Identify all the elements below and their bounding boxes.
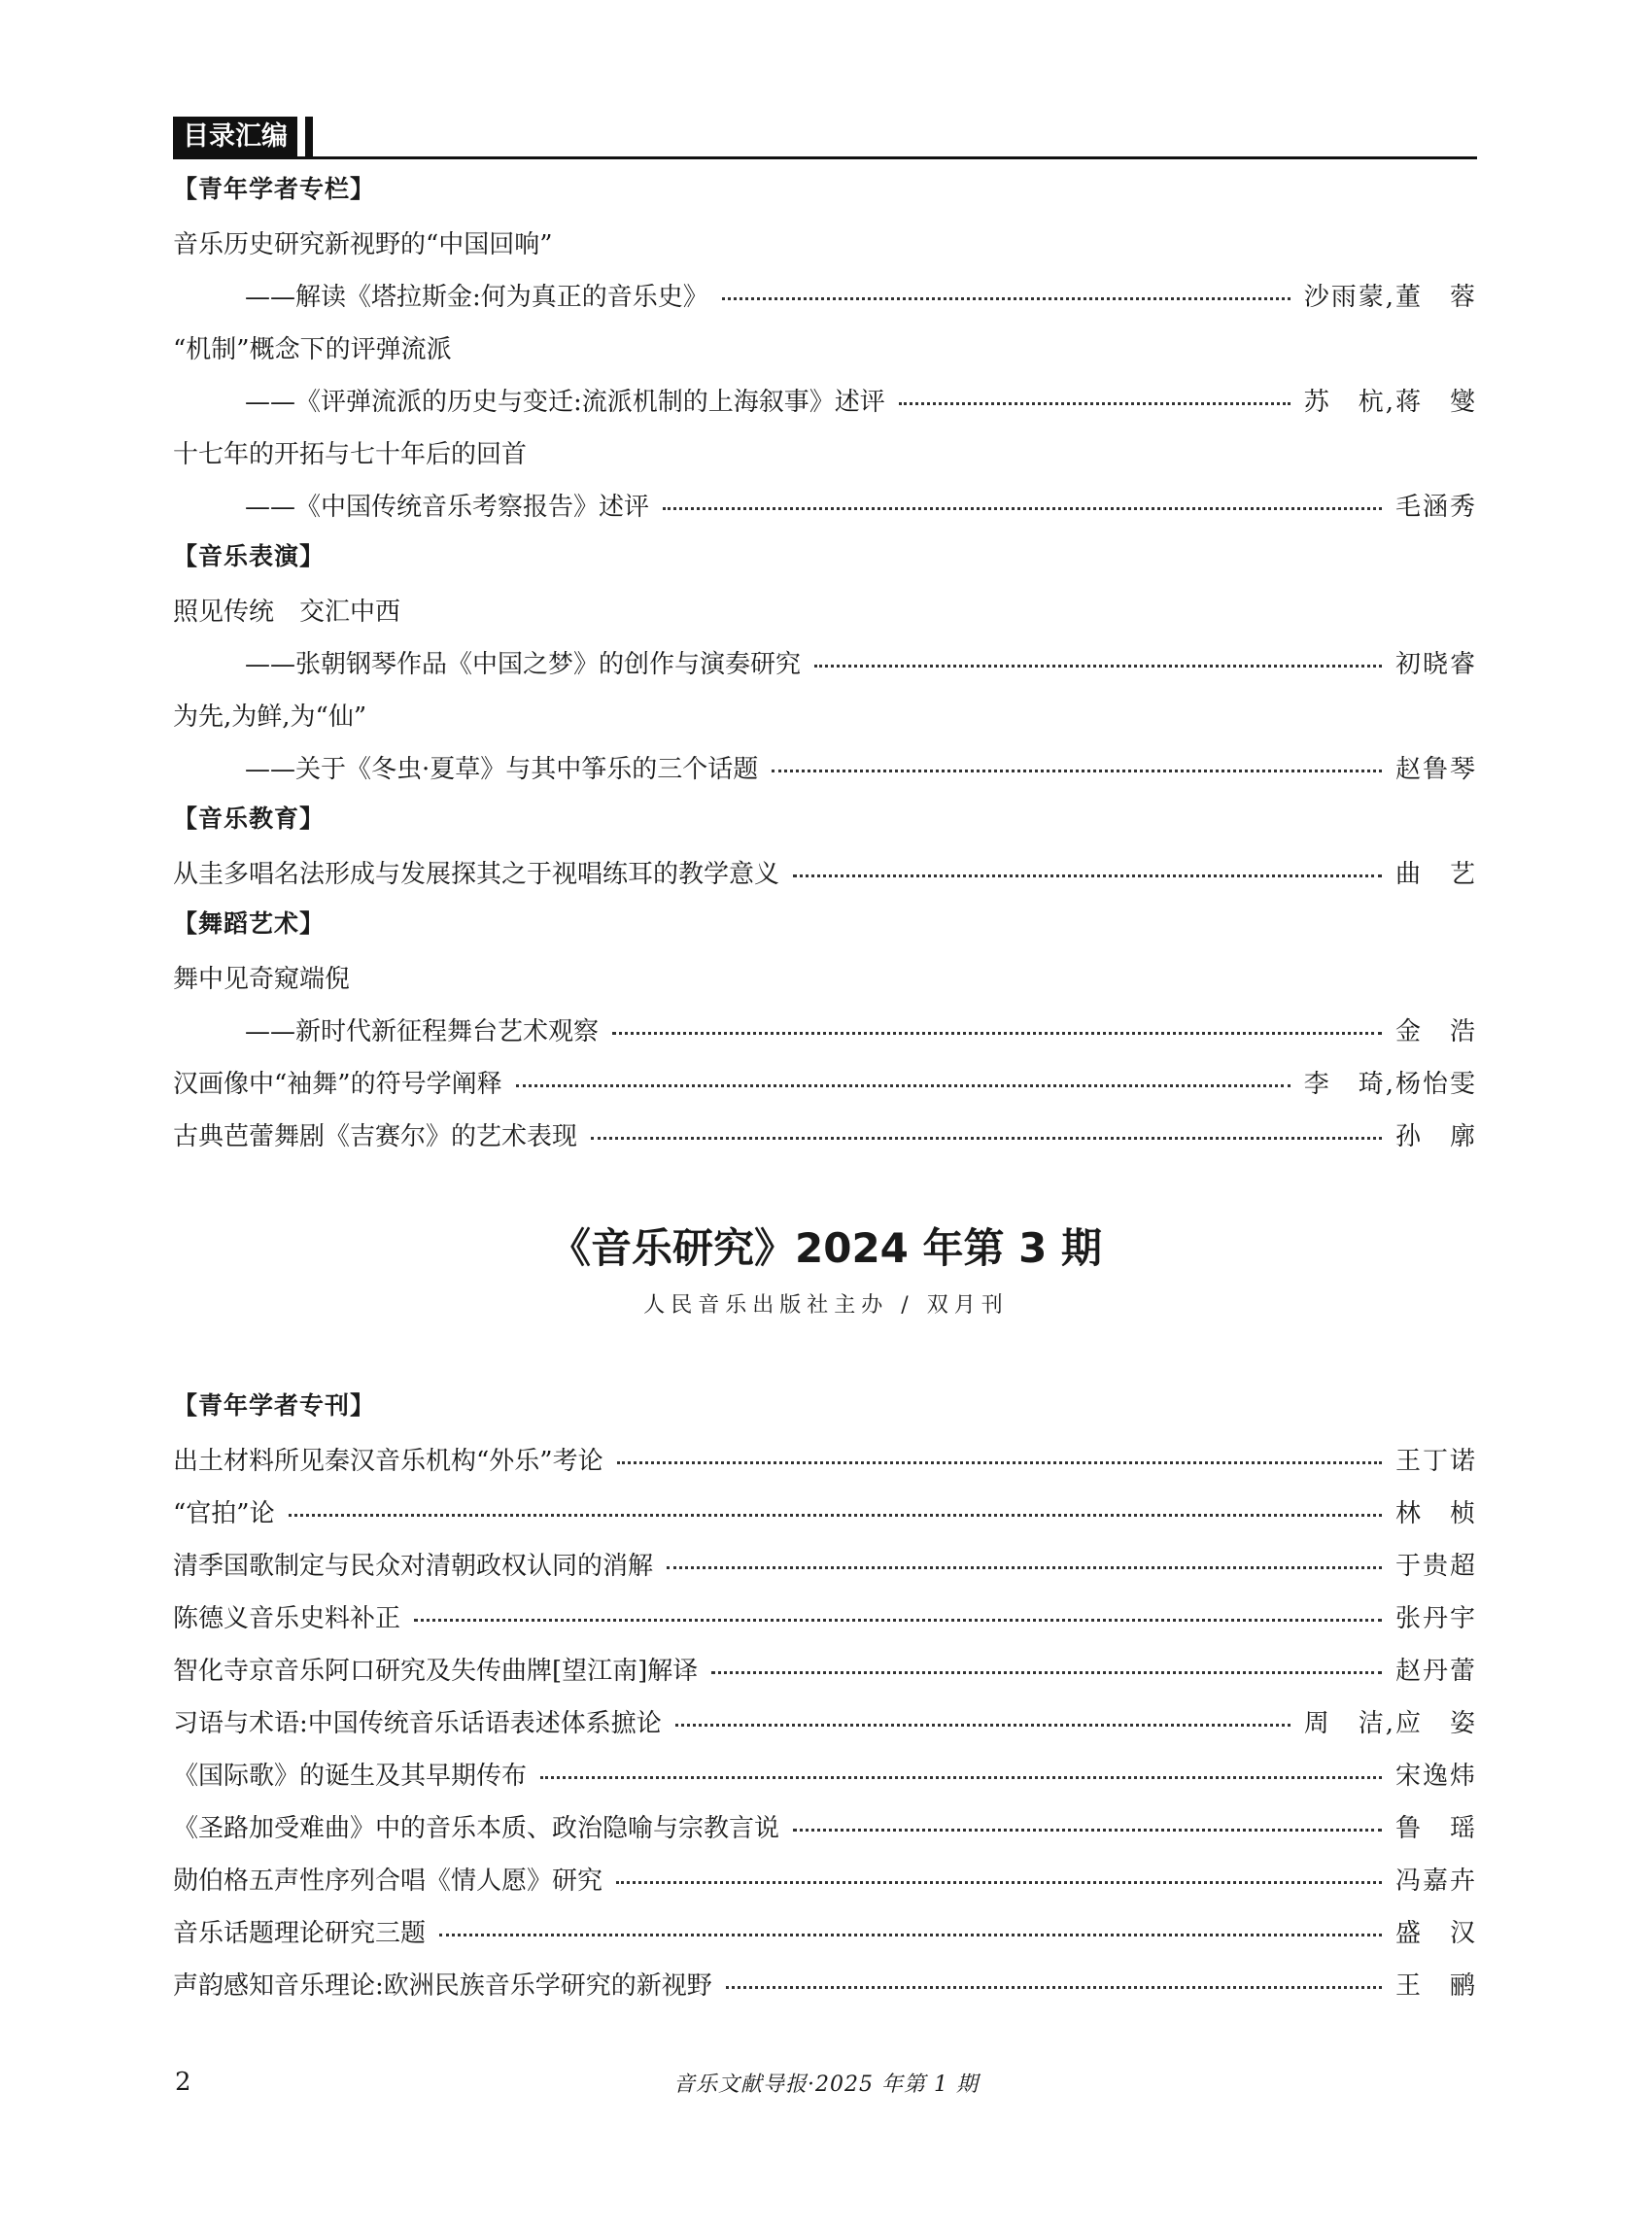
entry-text: ——解读《塔拉斯金:何为真正的音乐史》 [245,282,708,312]
entry-text: ——《中国传统音乐考察报告》述评 [245,492,650,522]
article-title-text: 音乐历史研究新视野的“中国回响” [173,229,553,259]
entry-text: 勋伯格五声性序列合唱《情人愿》研究 [173,1866,603,1896]
toc-subtitle-entry [173,740,1477,793]
article-title [173,426,1477,478]
section-header [173,117,1477,159]
entry-author: 林 桢 [1394,1498,1477,1528]
dot-leader [439,1934,1382,1936]
entry-author: 李 琦,杨怡雯 [1303,1069,1477,1099]
entry-author: 沙雨蒙,董 蓉 [1303,282,1477,312]
dot-leader [617,1461,1382,1464]
article-title [173,950,1477,1003]
section-label: 【音乐表演】 [173,542,326,570]
entry-author: 冯嘉卉 [1394,1866,1477,1896]
dot-leader [772,770,1382,772]
entry-text: 陈德义音乐史料补正 [173,1603,401,1633]
dot-leader [793,874,1382,877]
entry-text: 《圣路加受难曲》中的音乐本质、政治隐喻与宗教言说 [173,1813,780,1843]
article-title-text: 舞中见奇窥端倪 [173,964,351,994]
dot-leader [540,1776,1382,1779]
toc-entry [173,1537,1477,1590]
entry-text: ——《评弹流派的历史与变迁:流派机制的上海叙事》述评 [245,387,885,417]
entry-text: 从圭多唱名法形成与发展探其之于视唱练耳的教学意义 [173,859,780,889]
toc-part-1 [173,163,1477,1160]
dot-leader [814,665,1382,668]
toc-subtitle-entry [173,373,1477,426]
journal-subtitle: 人民音乐出版社主办 / 双月刊 [643,1293,1009,1318]
dot-leader [591,1137,1382,1140]
dot-leader [675,1724,1291,1727]
entry-text: “官拍”论 [173,1498,275,1528]
entry-text: ——关于《冬虫·夏草》与其中筝乐的三个话题 [245,754,759,784]
toc-subtitle-entry [173,635,1477,688]
running-footer: 音乐文献导报·2025 年第 1 期 [673,2073,979,2097]
article-title-text: 照见传统 交汇中西 [173,597,401,627]
entry-text: 出土材料所见秦汉音乐机构“外乐”考论 [173,1446,603,1476]
article-title-text: 为先,为鲜,为“仙” [173,702,367,732]
entry-text: 习语与术语:中国传统音乐话语表述体系摭论 [173,1708,662,1738]
toc-entry [173,1904,1477,1957]
entry-author: 初晓睿 [1394,649,1477,679]
entry-author: 王 鹂 [1394,1970,1477,2001]
article-title-text: 十七年的开拓与七十年后的回首 [173,439,528,469]
header-rule [173,156,1477,159]
entry-author: 赵丹蕾 [1394,1656,1477,1686]
toc-entry [173,845,1477,898]
article-title-text: “机制”概念下的评弹流派 [173,334,452,364]
section-label: 【舞蹈艺术】 [173,909,326,938]
entry-author: 金 浩 [1394,1016,1477,1046]
entry-text: 《国际歌》的诞生及其早期传布 [173,1761,528,1791]
dot-leader [667,1566,1382,1569]
section-label: 【青年学者专刊】 [173,1391,376,1420]
entry-author: 苏 杭,蒋 燮 [1303,387,1477,417]
toc-entry [173,1957,1477,2009]
toc-entry [173,1485,1477,1537]
entry-author: 于贵超 [1394,1551,1477,1581]
entry-text: 古典芭蕾舞剧《吉赛尔》的艺术表现 [173,1121,578,1151]
toc-entry [173,1747,1477,1799]
journal-title: 《音乐研究》2024 年第 3 期 [550,1224,1102,1272]
entry-text: ——新时代新征程舞台艺术观察 [245,1016,600,1046]
article-title [173,583,1477,635]
dot-leader [616,1881,1382,1884]
toc-entry [173,1799,1477,1852]
page-number: 2 [175,2068,191,2097]
section-label: 【音乐教育】 [173,805,326,833]
header-title: 目录汇编 [173,117,305,157]
dot-leader [899,402,1291,405]
dot-leader [793,1829,1382,1832]
toc-subtitle-entry [173,478,1477,531]
article-title [173,216,1477,268]
entry-text: 音乐话题理论研究三题 [173,1918,427,1948]
dot-leader [711,1671,1382,1674]
dot-leader [722,297,1291,300]
article-title [173,321,1477,373]
entry-author: 毛涵秀 [1394,492,1477,522]
section-label: 【青年学者专栏】 [173,175,376,203]
dot-leader [663,507,1382,510]
toc-subtitle-entry [173,268,1477,321]
dot-leader [516,1084,1291,1087]
toc-entry [173,1108,1477,1160]
entry-author: 宋逸炜 [1394,1761,1477,1791]
entry-author: 孙 廓 [1394,1121,1477,1151]
entry-author: 周 洁,应 姿 [1303,1708,1477,1738]
toc-entry [173,1432,1477,1485]
toc-entry [173,1055,1477,1108]
entry-text: 声韵感知音乐理论:欧洲民族音乐学研究的新视野 [173,1970,712,2001]
entry-author: 曲 艺 [1394,859,1477,889]
entry-author: 赵鲁琴 [1394,754,1477,784]
entry-author: 盛 汉 [1394,1918,1477,1948]
dot-leader [612,1032,1382,1035]
entry-text: 清季国歌制定与民众对清朝政权认同的消解 [173,1551,654,1581]
entry-author: 王丁诺 [1394,1446,1477,1476]
toc-entry [173,1642,1477,1695]
toc-entry [173,1695,1477,1747]
dot-leader [726,1986,1382,1989]
entry-text: 汉画像中“袖舞”的符号学阐释 [173,1069,502,1099]
entry-author: 鲁 瑶 [1394,1813,1477,1843]
dot-leader [414,1619,1382,1622]
dot-leader [289,1514,1382,1517]
toc-subtitle-entry [173,1003,1477,1055]
entry-author: 张丹宇 [1394,1603,1477,1633]
article-title [173,688,1477,740]
entry-text: 智化寺京音乐阿口研究及失传曲牌[望江南]解译 [173,1656,699,1686]
entry-text: ——张朝钢琴作品《中国之梦》的创作与演奏研究 [245,649,802,679]
toc-entry [173,1590,1477,1642]
toc-part-2 [173,1380,1477,2009]
toc-entry [173,1852,1477,1904]
